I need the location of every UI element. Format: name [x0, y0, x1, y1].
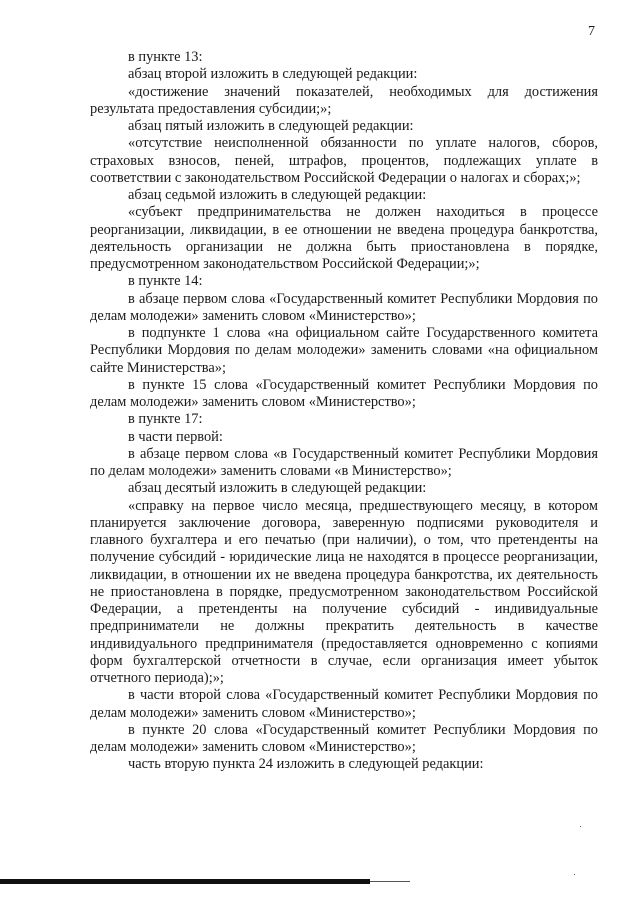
paragraph: в пункте 17:: [128, 411, 203, 428]
paragraph: в пункте 14:: [128, 273, 203, 290]
paragraph: «справку на первое число месяца, предшествующего месяцу, в котором планируется заключение договора, заверенную подписями руководителя и главного бухгалтера и его печатью (при наличии), о том, что претенденты на получение субсидий - юридические лица не находятся в процессе реорганизации, ликвидации, в отношении их не введена процедура банкротства, их деятельность не приостановлена в порядке, предусмотренном законодательством Российской Федерации, а претенденты на получение субсидий - индивидуальные предприниматели не должны прекратить деятельность в качестве индивидуального предпринимателя (предоставляется одновременно с копиями форм бухгалтерской отчетности в случае, если организация имеет убыток отчетного периода);»;: [90, 497, 598, 686]
paragraph: абзац седьмой изложить в следующей редакции:: [128, 187, 427, 203]
paragraph: в абзаце первом слова «Государственный комитет Республики Мордовия по делам молодежи» заменить словом «Министерство»;: [90, 290, 598, 324]
page-number: 7: [588, 24, 595, 39]
paragraph: в пункте 13:: [128, 49, 203, 65]
paragraph: абзац пятый изложить в следующей редакции:: [128, 118, 414, 134]
paragraph: в абзаце первом слова «в Государственный комитет Республики Мордовия по делам молодежи» заменить словами «в Министерство»;: [90, 445, 598, 479]
paragraph: в пункте 15 слова «Государственный комитет Республики Мордовия по делам молодежи» заменить словом «Министерство»;: [90, 376, 598, 410]
scan-speck: [574, 874, 575, 875]
scan-border-line: [0, 879, 370, 884]
paragraph: абзац второй изложить в следующей редакции:: [128, 66, 418, 83]
paragraph: в части первой:: [128, 428, 223, 445]
paragraph: часть вторую пункта 24 изложить в следующей редакции:: [128, 756, 484, 773]
paragraph: «субъект предпринимательства не должен находиться в процессе реорганизации, ликвидации, в ее отношении не введена процедура банкротства, деятельность организации не должна быть приостановлена в порядке, предусмотренном законодательством Российской Федерации;»;: [90, 204, 598, 272]
scan-border-line: [370, 881, 410, 882]
paragraph: в пункте 20 слова «Государственный комитет Республики Мордовия по делам молодежи» заменить словом «Министерство»;: [90, 721, 598, 755]
scan-speck: [580, 826, 581, 827]
paragraph: в подпункте 1 слова «на официальном сайте Государственного комитета Республики Мордовия по делам молодежи» заменить словами «на официальном сайте Министерства»;: [90, 325, 598, 376]
paragraph: «отсутствие неисполненной обязанности по уплате налогов, сборов, страховых взносов, пеней, штрафов, процентов, подлежащих уплате в соответствии с законодательством Российской Федерации о налогах и сборах;»;: [90, 135, 598, 186]
paragraph: абзац десятый изложить в следующей редакции:: [128, 480, 427, 497]
paragraph: «достижение значений показателей, необходимых для достижения результата предоставления субсидии;»;: [90, 83, 598, 117]
document-body: [90, 49, 598, 774]
paragraph: в части второй слова «Государственный комитет Республики Мордовия по делам молодежи» заменить словом «Министерство»;: [90, 687, 598, 721]
